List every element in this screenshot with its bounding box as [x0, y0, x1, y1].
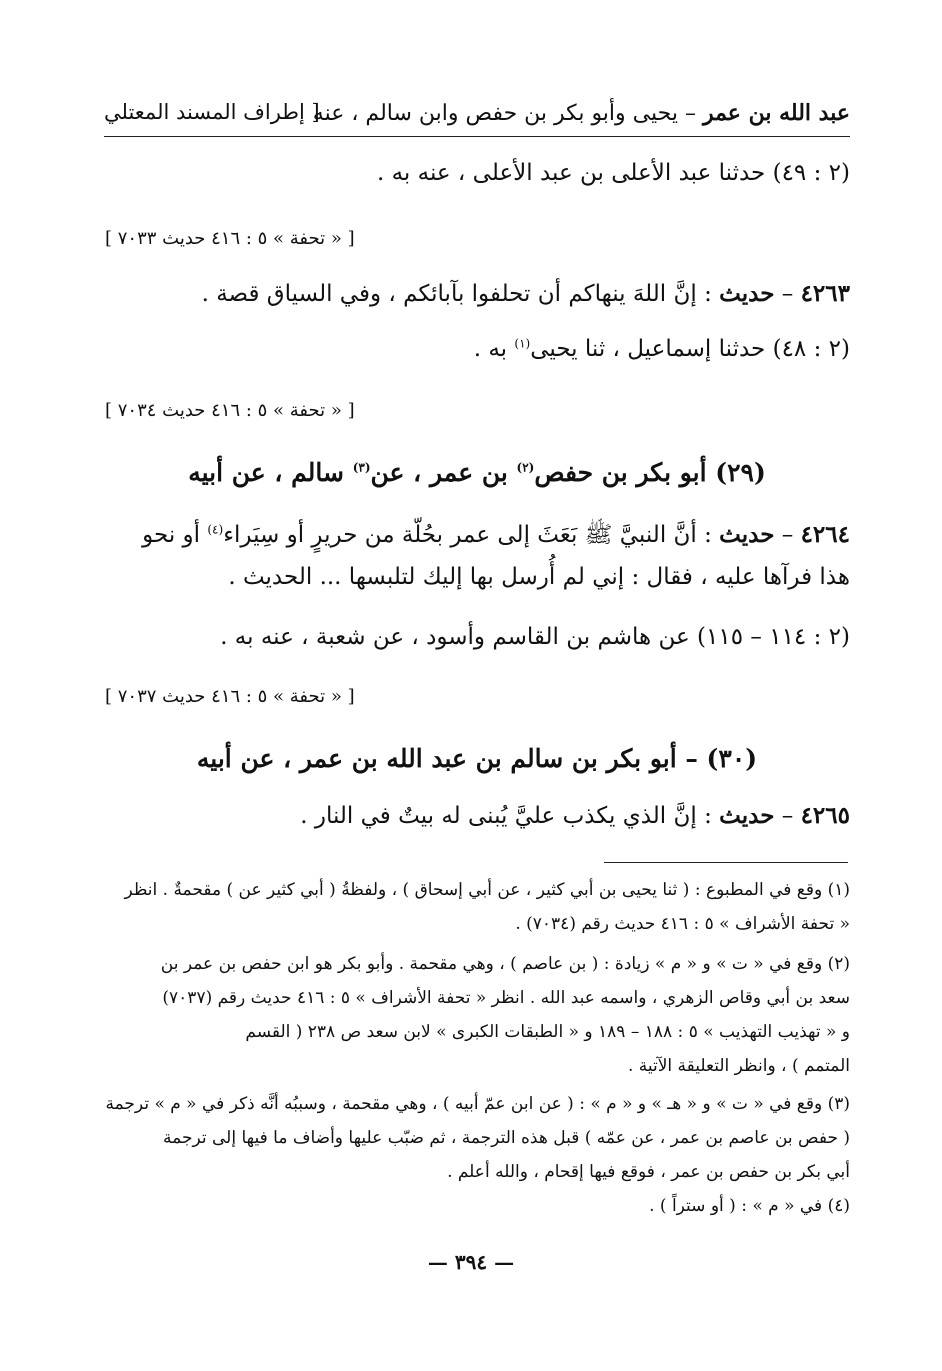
tuhfa-reference-3: [ « تحفة » ٥ : ٤١٦ حديث ٧٠٣٧ ]: [105, 686, 355, 707]
hadith-4264-line-2: هذا فرآها عليه ، فقال : إني لم أُرسل بها إليك لتلبسها ... الحديث .: [228, 564, 850, 590]
text-line-1: (٢ : ٤٩) حدثنا عبد الأعلى بن عبد الأعلى ، عنه به .: [376, 160, 850, 186]
section-heading-30: (٣٠) – أبو بكر بن سالم بن عبد الله بن عمر ، عن أبيه: [196, 744, 758, 773]
hadith-number: ٤٢٦٤: [800, 521, 850, 548]
hadith-keyword: حديث: [719, 280, 775, 307]
tuhfa-reference-2: [ « تحفة » ٥ : ٤١٦ حديث ٧٠٣٤ ]: [105, 400, 355, 421]
footnote-1-line-1: (١) وقع في المطبوع : ( ثنا يحيى بن أبي كثير ، عن أبي إسحاق ) ، ولفظةُ ( أبي كثير عن ) مقحمةٌ . انظر: [124, 880, 850, 900]
hadith-keyword: حديث: [719, 521, 775, 548]
hadith-number: ٤٢٦٣: [800, 280, 850, 307]
footnote-rule: [604, 862, 848, 863]
footnote-3-line-2: ( حفص بن عاصم بن عمر ، عن عمّه ) قبل هذه الترجمة ، ثم ضبّب عليها وأضاف ما فيها إلى ترجمة: [163, 1128, 850, 1148]
chain-text: (٢ : ٤٨) حدثنا إسماعيل ، ثنا يحيى: [530, 336, 850, 362]
section-29-part-a: (٢٩) أبو بكر بن حفص: [534, 458, 766, 487]
footnote-2-line-1: (٢) وقع في « ت » و « م » زيادة : ( بن عاصم ) ، وهي مقحمة . وأبو بكر هو ابن حفص بن عمر بن: [160, 954, 850, 974]
hadith-text: : أنَّ النبيَّ ﷺ بَعَثَ إلى عمر بحُلّة من حريرٍ أو سِيَراء: [223, 522, 720, 548]
hadith-4264-line-1: ٤٢٦٤ – حديث : أنَّ النبيَّ ﷺ بَعَثَ إلى عمر بحُلّة من حريرٍ أو سِيَراء$^{(٤)}$ أو نحو: [142, 521, 850, 548]
hadith-number: ٤٢٦٥: [800, 802, 850, 829]
header-rule: [104, 136, 850, 137]
footnote-3-line-3: أبي بكر بن حفص بن عمر ، فوقع فيها إقحام ، والله أعلم .: [447, 1162, 850, 1182]
footnote-marker-1: (١): [514, 336, 531, 351]
hadith-keyword: حديث: [719, 802, 775, 829]
footnote-4: (٤) في « م » : ( أو ستراً ) .: [649, 1196, 850, 1216]
text-line-5: (٢ : ١١٤ – ١١٥) عن هاشم بن القاسم وأسود ، عن شعبة ، عنه به .: [220, 624, 850, 650]
footnote-marker-4: (٤): [207, 522, 224, 537]
footnote-2-line-4: المتمم ) ، وانظر التعليقة الآتية .: [627, 1056, 850, 1076]
header-book-title: [ إطراف المسند المعتلي: [104, 100, 320, 124]
running-header: [104, 94, 850, 134]
text-line-3: [474, 336, 850, 362]
hadith-4263: ٤٢٦٣ – حديث : إنَّ اللهَ ينهاكم أن تحلفوا بآبائكم ، وفي السياق قصة .: [201, 280, 850, 307]
tuhfa-reference-1: [ « تحفة » ٥ : ٤١٦ حديث ٧٠٣٣ ]: [105, 228, 355, 249]
chain-text-end: به .: [473, 336, 515, 362]
hadith-text-end: أو نحو: [142, 522, 208, 548]
hadith-4265: ٤٢٦٥ – حديث : إنَّ الذي يكذب عليَّ يُبنى له بيتٌ في النار .: [300, 802, 850, 829]
footnote-3-line-1: (٣) وقع في « ت » و « هـ » و « م » : ( عن ابن عمّ أبيه ) ، وهي مقحمة ، وسببُه أنَّه ذكر في « م » ترجمة: [105, 1094, 850, 1114]
hadith-text: : إنَّ اللهَ ينهاكم أن تحلفوا بآبائكم ، وفي السياق قصة .: [201, 281, 720, 307]
header-title: [313, 100, 850, 126]
footnote-marker-2: (٢): [516, 460, 535, 475]
hadith-text: : إنَّ الذي يكذب عليَّ يُبنى له بيتٌ في النار .: [300, 803, 720, 829]
header-title-bold: عبد الله بن عمر: [702, 100, 850, 126]
section-heading-29: [104, 458, 850, 487]
header-title-rest: – يحيى وأبو بكر بن حفص وابن سالم ، عنه: [312, 101, 703, 126]
footnote-2-line-2: سعد بن أبي وقاص الزهري ، واسمه عبد الله . انظر « تحفة الأشراف » ٥ : ٤١٦ حديث رقم (٧٠٣٧): [162, 988, 850, 1008]
section-29-part-b: بن عمر ، عن: [370, 458, 517, 487]
page-number: — ٣٩٤ —: [427, 1250, 515, 1274]
footnote-2-line-3: و « تهذيب التهذيب » ٥ : ١٨٨ – ١٨٩ و « الطبقات الكبرى » لابن سعد ص ٢٣٨ ( القسم: [245, 1022, 850, 1042]
footnote-marker-3: (٣): [352, 460, 371, 475]
footnote-1-line-2: « تحفة الأشراف » ٥ : ٤١٦ حديث رقم (٧٠٣٤) .: [515, 914, 850, 934]
section-29-part-c: سالم ، عن أبيه: [188, 458, 353, 487]
